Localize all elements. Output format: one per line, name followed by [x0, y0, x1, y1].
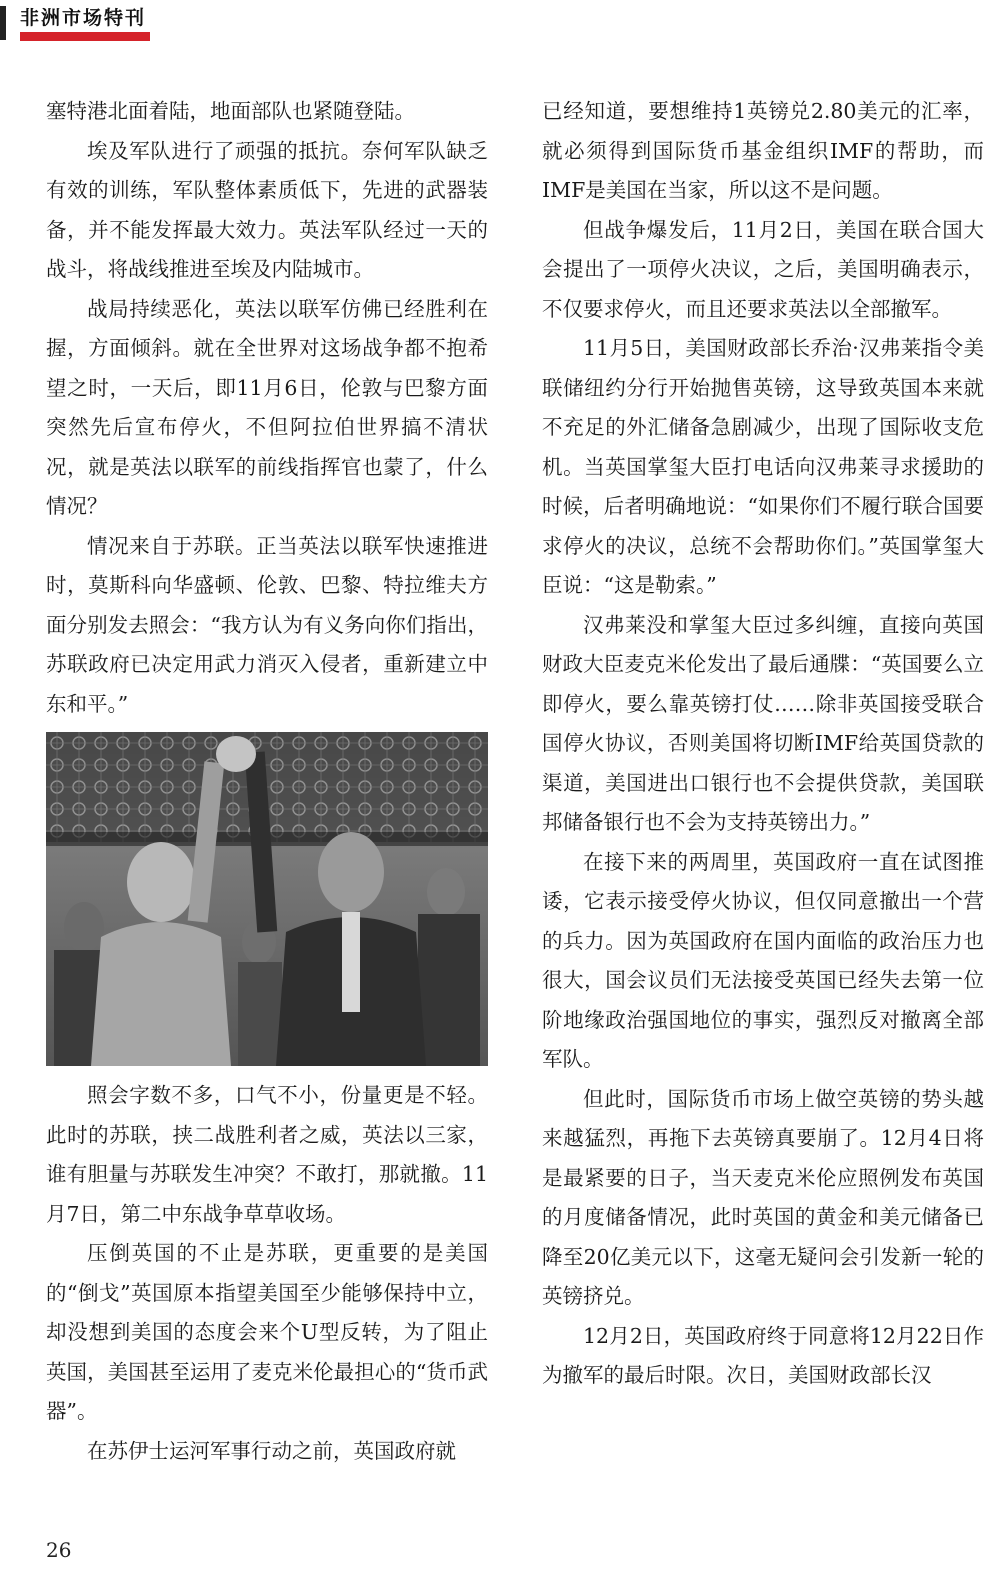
paragraph: 11月5日，美国财政部长乔治·汉弗莱指令美联储纽约分行开始抛售英镑，这导致英国本来就不充足的外汇储备急剧减少，出现了国际收支危机。当英国掌玺大臣打电话向汉弗莱寻求援助的时候，后者明确地说：“如果你们不履行联合国要求停火的决议，总统不会帮助你们。”英国掌玺大臣说：“这是勒索。” — [542, 336, 984, 597]
paragraph: 情况来自于苏联。正当英法以联军快速推进时，莫斯科向华盛顿、伦敦、巴黎、特拉维夫方面分别发去照会：“我方认为有义务向你们指出，苏联政府已决定用武力消灭入侵者，重新建立中东和平。” — [46, 533, 488, 716]
paragraph: 战局持续恶化，英法以联军仿佛已经胜利在握，方面倾斜。就在全世界对这场战争都不抱希望之时，一天后，即11月6日，伦敦与巴黎方面突然先后宣布停火，不但阿拉伯世界搞不清状况，就是英法以联军的前线指挥官也蒙了，什么情况？ — [46, 296, 488, 518]
paragraph: 照会字数不多，口气不小，份量更是不轻。此时的苏联，挟二战胜利者之威，英法以三家，谁有胆量与苏联发生冲突？不敢打，那就撤。11月7日，第二中东战争草草收场。 — [46, 1083, 488, 1226]
historical-photo — [46, 732, 488, 1066]
paragraph: 12月2日，英国政府终于同意将12月22日作为撤军的最后时限。次日，美国财政部长汉 — [542, 1323, 984, 1387]
paragraph: 汉弗莱没和掌玺大臣过多纠缠，直接向英国财政大臣麦克米伦发出了最后通牒：“英国要么立即停火，要么靠英镑打仗……除非英国接受联合国停火协议，否则美国将切断IMF给英国贷款的渠道，美国进出口银行也不会提供贷款，美国联邦储备银行也不会为支持英镑出力。” — [542, 612, 984, 834]
paragraph: 在苏伊士运河军事行动之前，英国政府就 — [87, 1438, 456, 1463]
magazine-section-title: 非洲市场特刊 — [20, 7, 147, 29]
paragraph: 已经知道，要想维持1英镑兑2.80美元的汇率，就必须得到国际货币基金组织IMF的帮助，而IMF是美国在当家，所以这不是问题。 — [542, 99, 984, 202]
paragraph: 但此时，国际货币市场上做空英镑的势头越来越猛烈，再拖下去英镑真要崩了。12月4日将是最紧要的日子，当天麦克米伦应照例发布英国的月度储备情况，此时英国的黄金和美元储备已降至20亿美元以下，这毫无疑问会引发新一轮的英镑挤兑。 — [542, 1086, 984, 1308]
paragraph: 埃及军队进行了顽强的抵抗。奈何军队缺乏有效的训练，军队整体素质低下，先进的武器装备，并不能发挥最大效力。英法军队经过一天的战斗，将战线推进至埃及内陆城市。 — [46, 138, 488, 281]
paragraph: 压倒英国的不止是苏联，更重要的是美国的“倒戈”英国原本指望美国至少能够保持中立，却没想到美国的态度会来个U型反转，为了阻止英国，美国甚至运用了麦克米伦最担心的“货币武器”。 — [46, 1241, 488, 1423]
left-column — [46, 92, 488, 1471]
paragraph: 但战争爆发后，11月2日，美国在联合国大会提出了一项停火决议，之后，美国明确表示，不仅要求停火，而且还要求英法以全部撤军。 — [542, 217, 984, 321]
header-accent-bar — [0, 6, 6, 40]
right-column — [542, 92, 984, 1396]
header-red-rule — [20, 32, 150, 41]
paragraph: 在接下来的两周里，英国政府一直在试图推诿，它表示接受停火协议，但仅同意撤出一个营的兵力。因为英国政府在国内面临的政治压力也很大，国会议员们无法接受英国已经失去第一位阶地缘政治强国地位的事实，强烈反对撤离全部军队。 — [542, 849, 984, 1071]
paragraph: 塞特港北面着陆，地面部队也紧随登陆。 — [46, 99, 415, 123]
page-number: 26 — [46, 1538, 72, 1562]
